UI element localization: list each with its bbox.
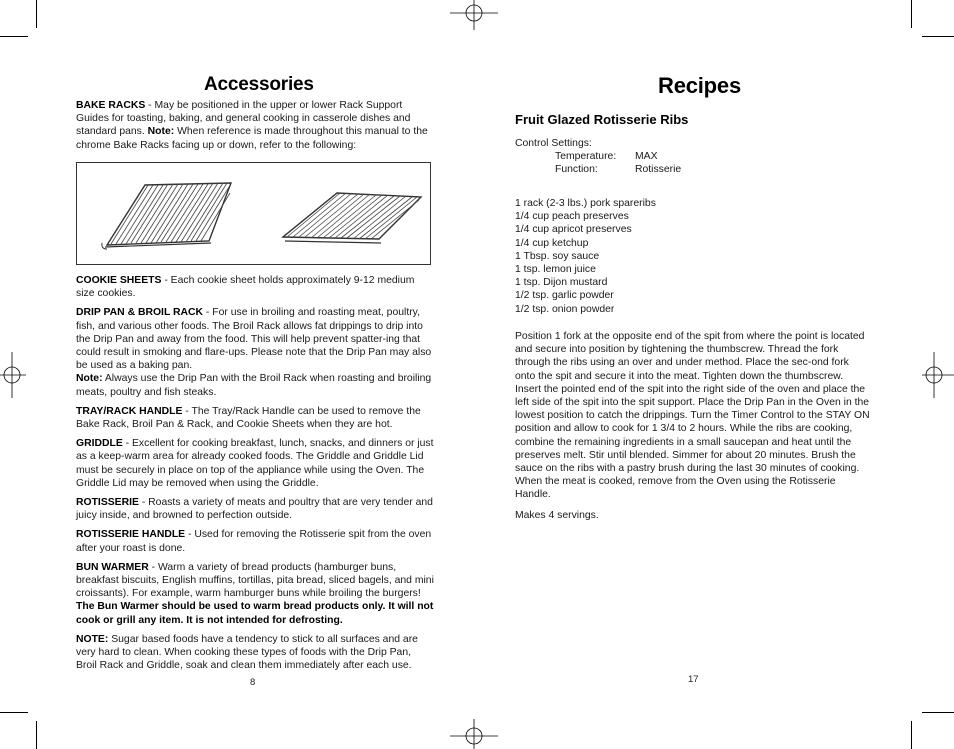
bake-rack-up-icon <box>99 177 239 255</box>
recipe-instructions <box>515 330 871 528</box>
registration-mark-right <box>920 350 954 400</box>
rotisserie-handle-paragraph: ROTISSERIE HANDLE - Used for removing the Rotisserie spit from the oven after your roast is done. <box>76 529 432 554</box>
control-settings <box>515 137 870 177</box>
crop-mark <box>922 712 954 713</box>
ingredients-list <box>515 197 870 316</box>
crop-mark <box>36 0 37 28</box>
recipes-title: Recipes <box>658 73 741 98</box>
crop-mark <box>911 0 912 28</box>
accessories-title: Accessories <box>204 74 314 95</box>
tray-rack-handle-paragraph: TRAY/RACK HANDLE - The Tray/Rack Handle can be used to remove the Bake Rack, Broil Pan & Rack, and Cookie Sheets when they are hot. <box>76 405 421 431</box>
crop-mark <box>922 36 954 37</box>
control-settings-label: Control Settings: <box>515 138 592 149</box>
griddle-paragraph: GRIDDLE - Excellent for cooking breakfast, lunch, snacks, and dinners or just as a keep-warm area for already cooked foods. The Griddle and Griddle Lid must be securely in place on top of the appliance while using the Oven. The Griddle Lid may be removed when using the Griddle. <box>76 438 434 489</box>
registration-mark-top <box>446 0 502 32</box>
ingredient-item: 1/4 cup peach preserves <box>515 211 629 223</box>
sugar-note-paragraph: NOTE: Sugar based foods have a tendency to stick to all surfaces and are very hard to clean. When cooking these types of foods with the Drip Pan, Broil Rack and Griddle, soak and clean them immediately after each use. <box>76 633 418 672</box>
setting-function: Function: Rotisserie <box>555 164 682 176</box>
ingredient-item: 1 tsp. Dijon mustard <box>515 277 608 289</box>
bake-racks-paragraph: BAKE RACKS - May be positioned in the upper or lower Rack Support Guides for toasting, baking, and general cooking in casserole dishes and standard pans. Note: When reference is made throughout this manual to the chrome Bake Racks facing up or down, refer to the following: <box>76 100 428 151</box>
accessories-intro <box>76 99 432 158</box>
crop-mark <box>36 721 37 749</box>
ingredient-item: 1 Tbsp. soy sauce <box>515 250 600 262</box>
ingredient-item: 1/4 cup ketchup <box>515 237 589 249</box>
ingredient-item: 1 rack (2-3 lbs.) pork spareribs <box>515 198 656 209</box>
bun-warmer-paragraph: BUN WARMER - Warm a variety of bread products (hamburger buns, breakfast biscuits, English muffins, tortillas, pita bread, sliced bagels, and mini croissants). For example, warm hamburger buns while broiling the burgers! The Bun Warmer should be used to warm bread products only. It will not cook or grill any item. It is not intended for defrosting. <box>76 561 434 626</box>
registration-mark-left <box>0 350 32 400</box>
recipe-yield: Makes 4 servings. <box>515 509 599 521</box>
cookie-sheets-paragraph: COOKIE SHEETS - Each cookie sheet holds approximately 9-12 medium size cookies. <box>76 275 415 300</box>
instructions-paragraph: Position 1 fork at the opposite end of the spit from where the point is located and secure into position by tightening the thumbscrew. Thread the fork through the ribs using an over and under method. Place the sec-ond fork onto the spit and secure it into the meat. Tighten down the thumbscrew. Insert the pointed end of the spit into the right side of the oven and place the left side of the spit into the spit support. Place the Drip Pan in the Oven in the lowest position to catch the drippings. Turn the Timer Control to the STAY ON position and allow to cook for 1 3/4 to 2 hours. While the ribs are cooking, combine the remaining ingredients in a small saucepan and heat until the preserves melt. Stir until blended. Simmer for about 20 minutes. Brush the sauce on the ribs with a pastry brush during the last 30 minutes of cooking. When the meat is cooked, remove from the Oven using the Rotisserie Handle. <box>515 331 870 501</box>
page-number-right: 17 <box>688 674 699 685</box>
crop-mark <box>911 721 912 749</box>
page-number-left: 8 <box>250 677 256 688</box>
ingredient-item: 1/4 cup apricot preserves <box>515 224 632 236</box>
ingredient-item: 1/2 tsp. onion powder <box>515 303 615 315</box>
accessories-list <box>76 274 434 678</box>
crop-mark <box>0 36 28 37</box>
drip-pan-paragraph: DRIP PAN & BROIL RACK - For use in broiling and roasting meat, poultry, fish, and various other foods. The Broil Rack allows fat drippings to drip into the Drip Pan and away from the food. This will help prevent spatter-ing that could result in smoking and flare-ups. Please note that the Drip Pan may also be used as a baking pan. <box>76 307 432 372</box>
ingredient-item: 1/2 tsp. garlic powder <box>515 290 614 302</box>
rotisserie-paragraph: ROTISSERIE - Roasts a variety of meats and poultry that are very tender and juicy inside, and browned to perfection outside. <box>76 497 433 522</box>
drip-pan-note: Note: Always use the Drip Pan with the Broil Rack when roasting and broiling meats, poultry and fish steaks. <box>76 373 432 398</box>
registration-mark-bottom <box>446 717 502 749</box>
crop-mark <box>0 712 28 713</box>
bake-rack-illustration <box>76 162 431 265</box>
recipe-title: Fruit Glazed Rotisserie Ribs <box>515 112 689 127</box>
setting-temperature: Temperature: MAX <box>555 151 658 163</box>
ingredient-item: 1 tsp. lemon juice <box>515 264 596 276</box>
bake-rack-down-icon <box>277 187 427 247</box>
